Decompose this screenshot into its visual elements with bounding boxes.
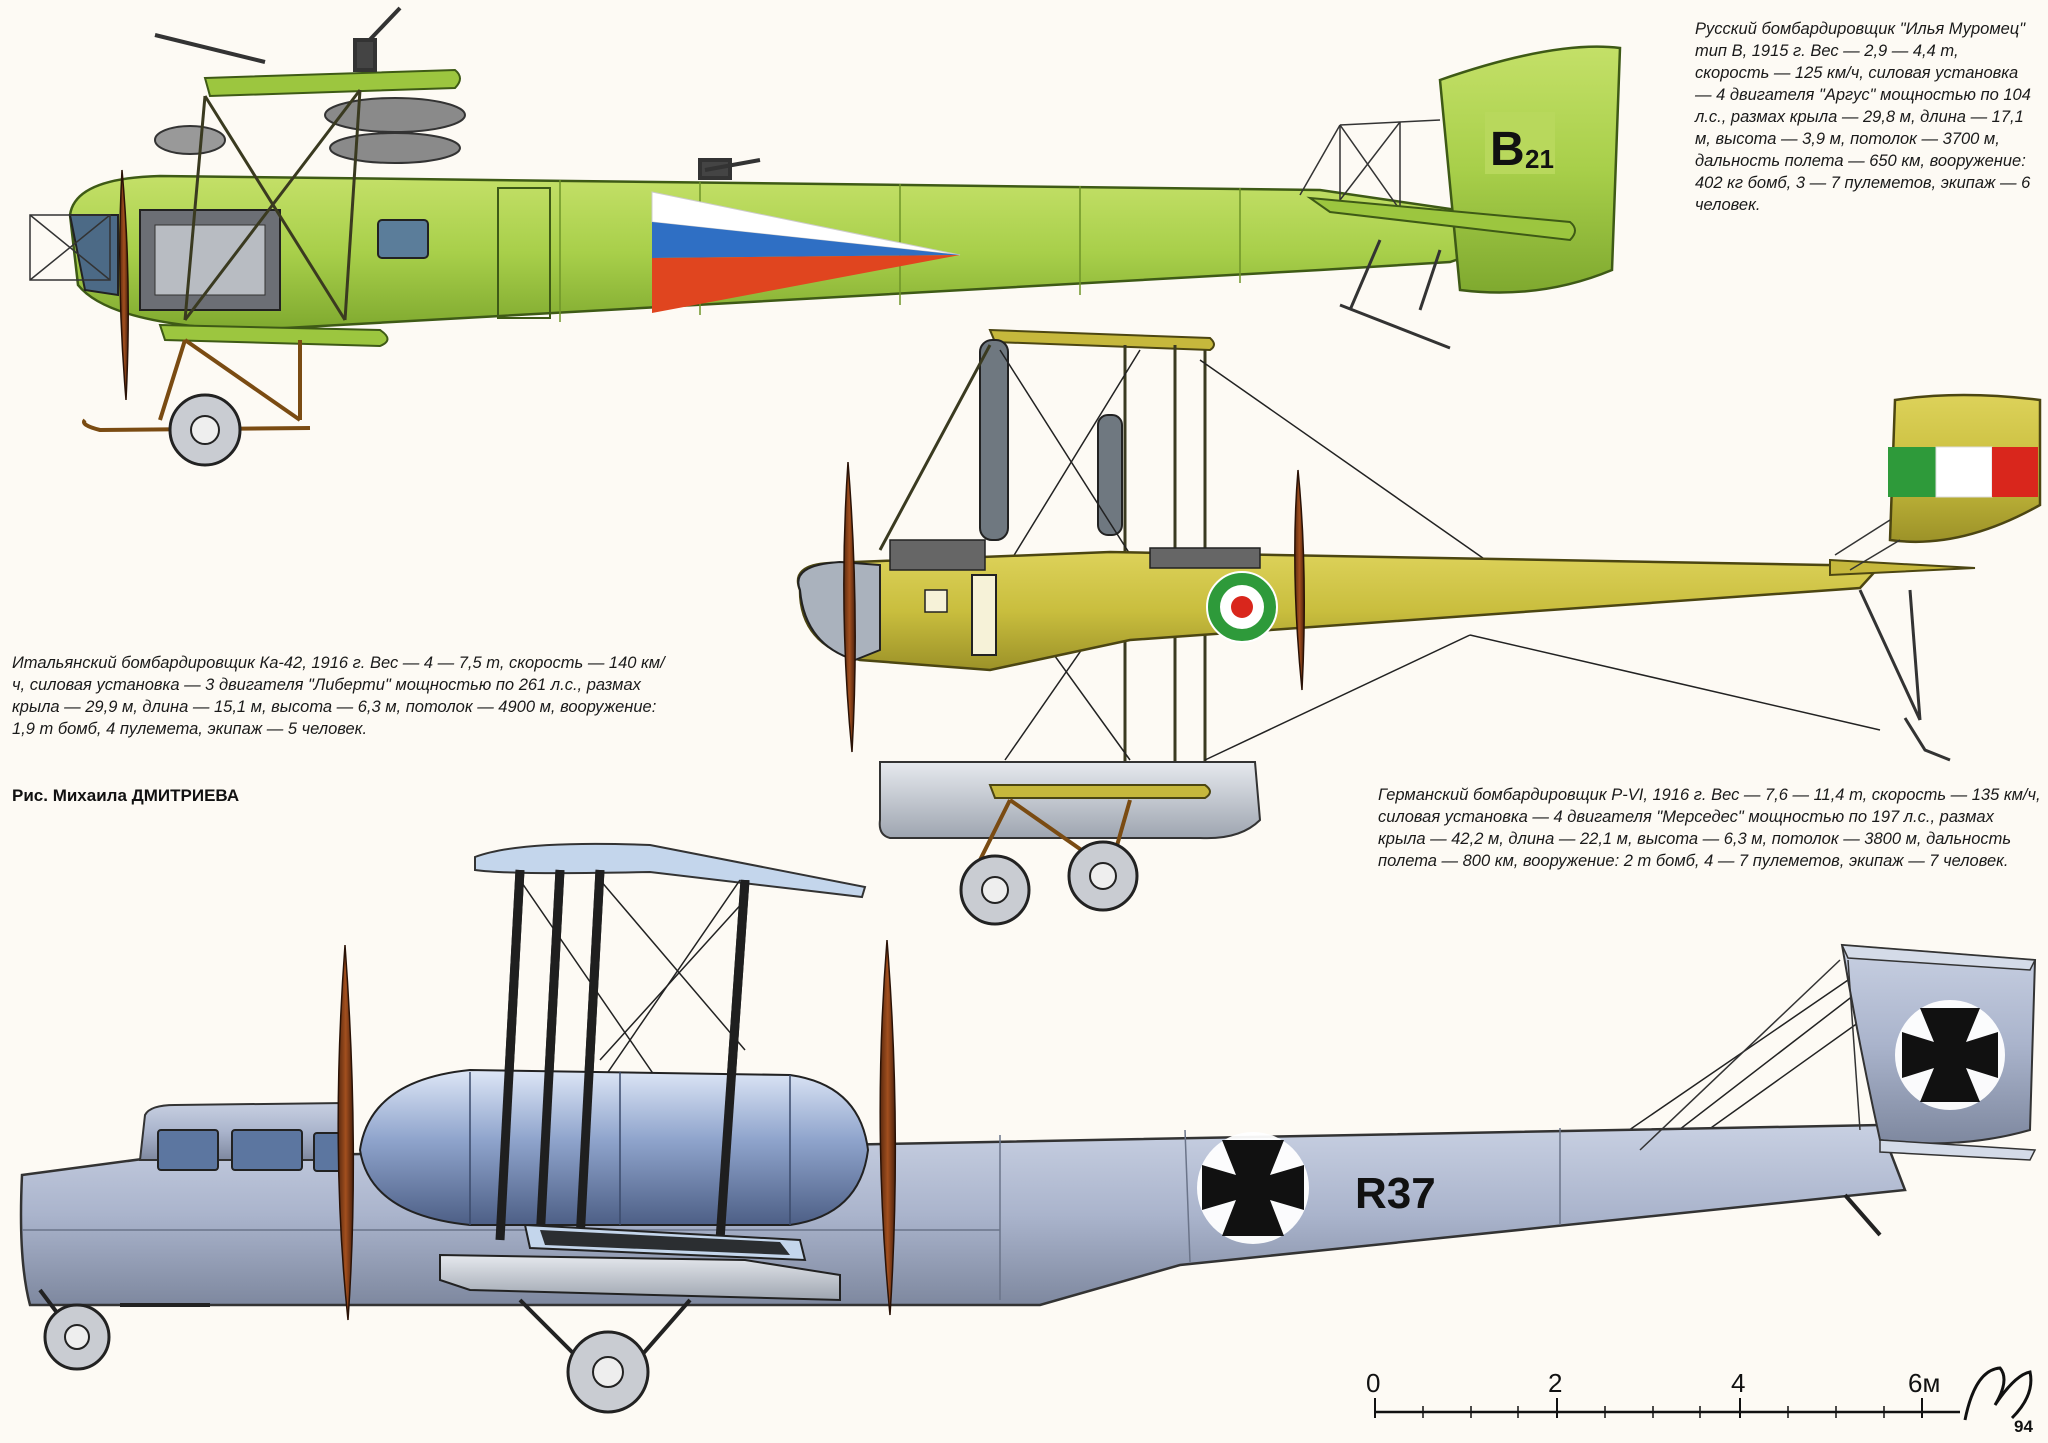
russian-tail-number: 21 bbox=[1525, 144, 1554, 174]
italian-bomber-ca42 bbox=[798, 330, 2040, 924]
german-bomber-r-vi bbox=[21, 844, 2035, 1412]
scale-bar bbox=[1366, 1368, 1960, 1418]
scale-label-0: 0 bbox=[1366, 1368, 1381, 1398]
iron-cross-icon bbox=[1895, 1000, 2005, 1110]
russian-bomber-ilya-muromets bbox=[30, 8, 1620, 465]
signature-year: 94 bbox=[2014, 1417, 2033, 1436]
illustrator-credit: Рис. Михаила ДМИТРИЕВА bbox=[12, 786, 240, 805]
german-fuselage-code: R37 bbox=[1355, 1169, 1436, 1218]
scale-label-6m: 6м bbox=[1908, 1368, 1941, 1398]
caption-russian-bomber: Русский бомбардировщик "Илья Муромец" тип В, 1915 г. Вес — 2,9 — 4,4 т, скорость — 125 км/ч, силовая установка — 4 двигателя "Аргус" мощностью по 104 л.с., размах крыла — 29,8 м, длина — 17,1 м, высота — 3,9 м, потолок — 3700 м, дальность полета — 650 км, вооружение: 402 кг бомб, 3 — 7 пулеметов, экипаж — 6 человек. bbox=[1695, 20, 2031, 214]
caption-german-bomber: Германский бомбардировщик P-VI, 1916 г. Вес — 7,6 — 11,4 т, скорость — 135 км/ч, силовая установка — 4 двигателя "Мерседес" мощностью по 197 л.с., размах крыла — 42,2 м, длина — 22,1 м, высота — 6,3 м, потолок — 3800 м, дальность полета — 800 км, вооружение: 2 т бомб, 4 — 7 пулеметов, экипаж — 7 человек. bbox=[1378, 786, 2041, 870]
signature-logo bbox=[1965, 1368, 2033, 1436]
caption-italian-bomber: Итальянский бомбардировщик Ка-42, 1916 г. Вес — 4 — 7,5 т, скорость — 140 км/ч, силовая установка — 3 двигателя "Либерти" мощностью по 261 л.с., размах крыла — 29,9 м, длина — 15,1 м, высота — 6,3 м, потолок — 4900 м, вооружение: 1,9 т бомб, 4 пулемета, экипаж — 5 человек. bbox=[12, 654, 665, 738]
scale-label-4: 4 bbox=[1731, 1368, 1746, 1398]
italian-flag-icon bbox=[1888, 447, 2038, 497]
roundel-icon bbox=[1207, 572, 1277, 642]
scale-label-2: 2 bbox=[1548, 1368, 1563, 1398]
iron-cross-icon bbox=[1197, 1132, 1309, 1244]
russian-tail-code: В bbox=[1490, 123, 1525, 176]
